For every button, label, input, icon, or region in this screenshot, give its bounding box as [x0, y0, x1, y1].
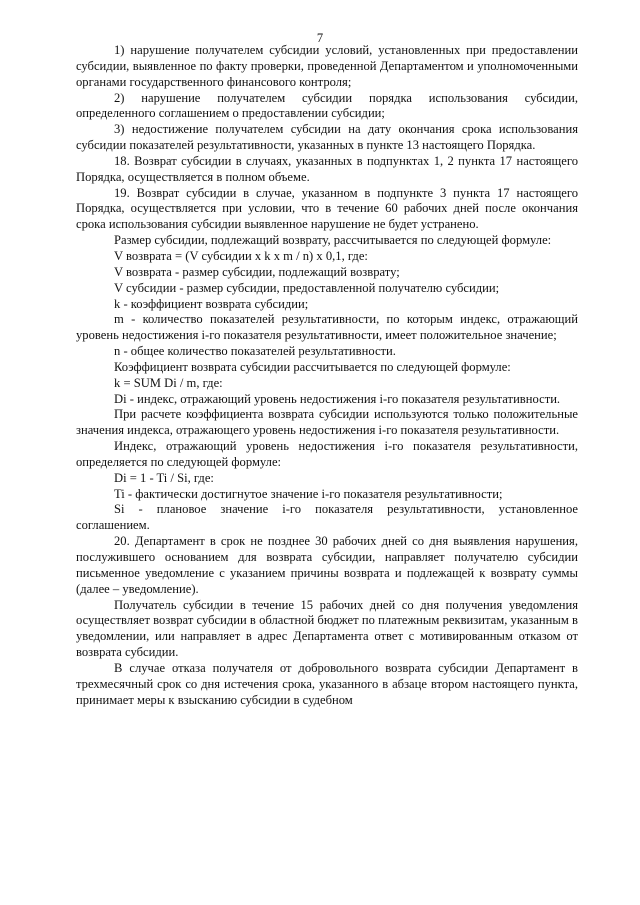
paragraph: При расчете коэффициента возврата субсидии используются только положительные значения индекса, отражающего уровень недостижения i-го показателя результативности.	[76, 407, 578, 438]
definition-line: Si - плановое значение i-го показателя результативности, установленное соглашением.	[76, 502, 578, 533]
paragraph: Коэффициент возврата субсидии рассчитывается по следующей формуле:	[114, 359, 511, 374]
paragraph: Размер субсидии, подлежащий возврату, рассчитывается по следующей формуле:	[114, 233, 552, 248]
paragraph: 2) нарушение получателем субсидии порядка использования субсидии, определенного соглашением о предоставлении субсидии;	[76, 90, 578, 121]
paragraph: 18. Возврат субсидии в случаях, указанных в подпунктах 1, 2 пункта 17 настоящего Порядка, осуществляется в полном объеме.	[76, 153, 578, 184]
paragraph: В случае отказа получателя от добровольного возврата субсидии Департамент в трехмесячный срок со дня истечения срока, указанного в абзаце втором настоящего пункта, принимает меры к взысканию субсидии в судебном	[76, 660, 578, 707]
formula-line: V возврата = (V субсидии x k x m / n) x 0,1, где:	[114, 248, 368, 263]
paragraph: 3) недостижение получателем субсидии на дату окончания срока использования субсидии показателей результативности, указанных в пункте 13 настоящего Порядка.	[76, 122, 578, 153]
definition-line: m - количество показателей результативности, по которым индекс, отражающий уровень недостижения i-го показателя результативности, имеет положительное значение;	[76, 312, 578, 343]
paragraph: 1) нарушение получателем субсидии условий, установленных при предоставлении субсидии, выявленное по факту проверки, проведенной Департаментом и уполномоченными органами государственного финансового контроля;	[76, 43, 578, 89]
page-number: 7	[316, 31, 324, 45]
definition-line: Ti - фактически достигнутое значение i-го показателя результативности;	[114, 486, 503, 501]
definition-line: Di - индекс, отражающий уровень недостижения i-го показателя результативности.	[114, 391, 561, 406]
formula-line: k = SUM Di / m, где:	[114, 375, 223, 390]
definition-line: n - общее количество показателей результативности.	[114, 344, 396, 359]
paragraph: Индекс, отражающий уровень недостижения i-го показателя результативности, определяется по следующей формуле:	[76, 439, 578, 469]
definition-line: V возврата - размер субсидии, подлежащий возврату;	[114, 264, 400, 279]
document-body	[76, 43, 578, 708]
formula-line: Di = 1 - Ti / Si, где:	[114, 470, 214, 485]
definition-line: V субсидии - размер субсидии, предоставленной получателю субсидии;	[114, 280, 500, 295]
paragraph: 19. Возврат субсидии в случае, указанном в подпункте 3 пункта 17 настоящего Порядка, осуществляется при условии, что в течение 60 рабочих дней после окончания срока использования субсидии выявленное нарушение не будет устранено.	[76, 185, 578, 232]
definition-line: k - коэффициент возврата субсидии;	[114, 296, 309, 311]
paragraph: 20. Департамент в срок не позднее 30 рабочих дней со дня выявления нарушения, послужившего основанием для возврата субсидии, направляет получателю субсидии письменное уведомление с указанием причины возврата и подлежащей к возврату суммы (далее – уведомление).	[76, 534, 578, 596]
paragraph: Получатель субсидии в течение 15 рабочих дней со дня получения уведомления осуществляет возврат субсидии в областной бюджет по платежным реквизитам, указанным в уведомлении, или направляет в адрес Департамента ответ с мотивированным отказом от возврата субсидии.	[76, 597, 578, 660]
